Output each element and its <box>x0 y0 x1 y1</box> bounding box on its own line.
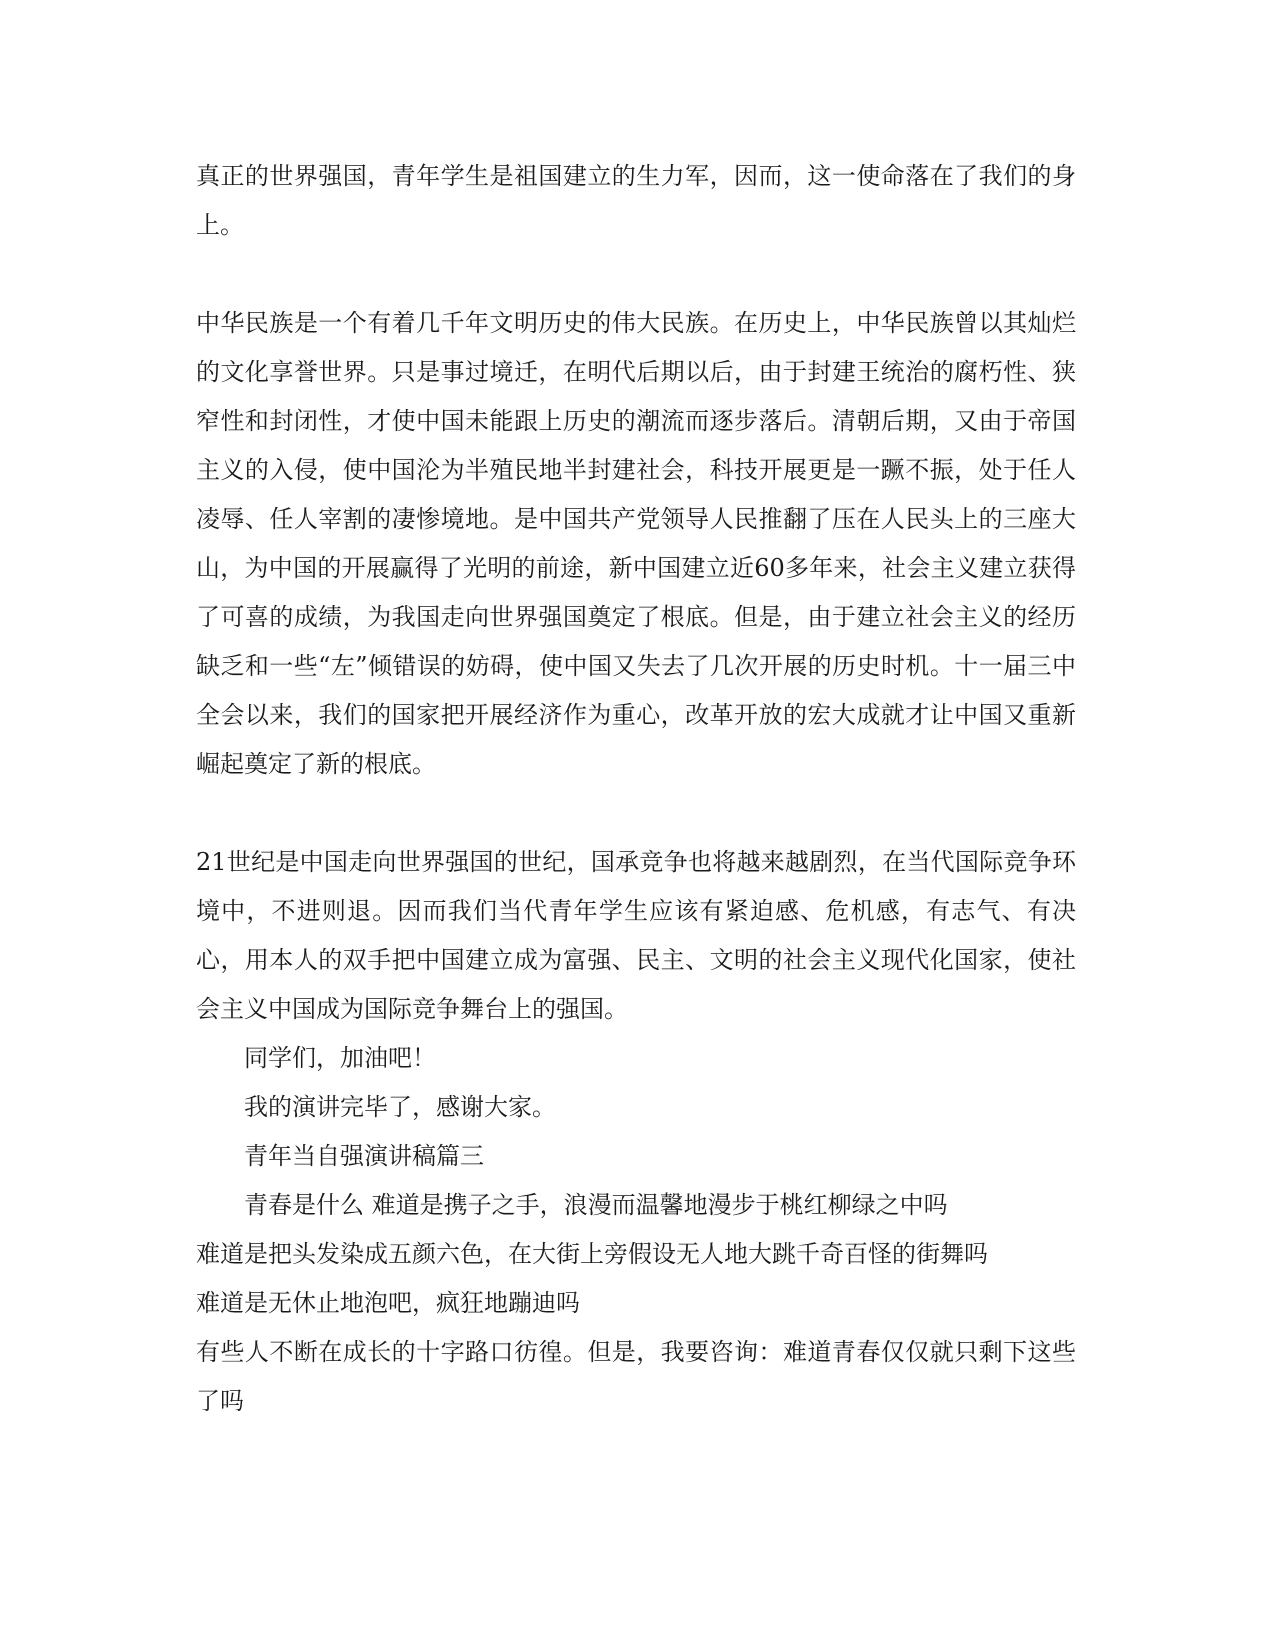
paragraph-4: 同学们，加油吧！ <box>244 1044 436 1072</box>
paragraph-9: 难道是无休止地泡吧，疯狂地蹦迪吗 <box>196 1289 580 1317</box>
paragraph-3: 21世纪是中国走向世界强国的世纪，国承竞争也将越来越剧烈，在当代国际竞争环境中，不进则退。因而我们当代青年学生应该有紧迫感、危机感，有志气、有决心，用本人的双手把中国建立成为富强、民主、文明的社会主义现代化国家，使社会主义中国成为国际竞争舞台上的强国。 <box>196 848 1076 1023</box>
paragraph-10: 有些人不断在成长的十字路口彷徨。但是，我要咨询：难道青春仅仅就只剩下这些了吗 <box>196 1338 1076 1415</box>
paragraph-2: 中华民族是一个有着几千年文明历史的伟大民族。在历史上，中华民族曾以其灿烂的文化享誉世界。只是事过境迁，在明代后期以后，由于封建王统治的腐朽性、狭窄性和封闭性，才使中国未能跟上历史的潮流而逐步落后。清朝后期，又由于帝国主义的入侵，使中国沦为半殖民地半封建社会，科技开展更是一蹶不振，处于任人凌辱、任人宰割的凄惨境地。是中国共产党领导人民推翻了压在人民头上的三座大山，为中国的开展赢得了光明的前途，新中国建立近60多年来，社会主义建立获得了可喜的成绩，为我国走向世界强国奠定了根底。但是，由于建立社会主义的经历缺乏和一些“左”倾错误的妨碍，使中国又失去了几次开展的历史时机。十一届三中全会以来，我们的国家把开展经济作为重心，改革开放的宏大成就才让中国又重新崛起奠定了新的根底。 <box>196 309 1076 778</box>
paragraph-1: 真正的世界强国，青年学生是祖国建立的生力军，因而，这一使命落在了我们的身上。 <box>196 162 1076 239</box>
paragraph-8: 难道是把头发染成五颜六色，在大街上旁假设无人地大跳千奇百怪的街舞吗 <box>196 1240 988 1268</box>
paragraph-7: 青春是什么 难道是携子之手，浪漫而温馨地漫步于桃红柳绿之中吗 <box>244 1191 948 1219</box>
paragraph-5: 我的演讲完毕了，感谢大家。 <box>244 1093 556 1121</box>
section-heading: 青年当自强演讲稿篇三 <box>244 1142 484 1170</box>
document-body <box>196 152 1076 1426</box>
